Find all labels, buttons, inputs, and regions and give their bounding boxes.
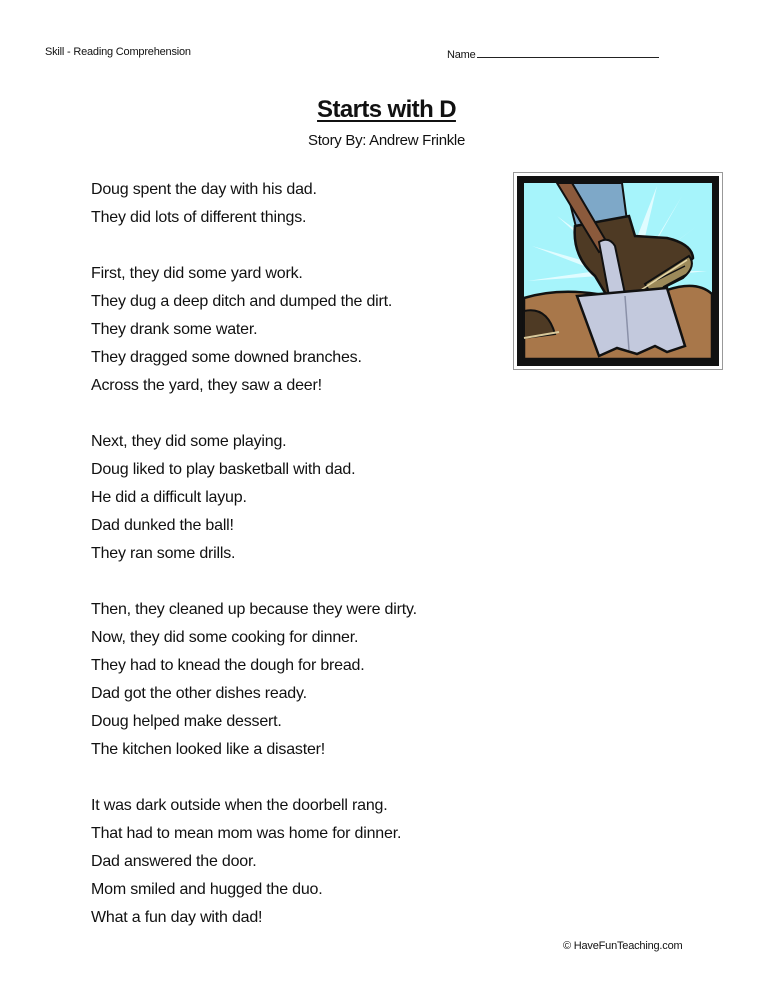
name-label: Name [447,49,476,61]
story-line: That had to mean mom was home for dinner. [91,825,402,842]
story-line: Doug helped make dessert. [91,713,282,730]
story-paragraph [91,596,511,764]
story-line: Next, they did some playing. [91,433,287,450]
story-line: They did lots of different things. [91,209,307,226]
boot-shovel-illustration-icon [517,176,719,366]
story-line: What a fun day with dad! [91,909,263,926]
story-line: Across the yard, they saw a deer! [91,377,322,394]
story-paragraph [91,176,511,232]
story-line: Mom smiled and hugged the duo. [91,881,323,898]
page-title-container [0,96,773,124]
story-line: It was dark outside when the doorbell rang. [91,797,388,814]
story-paragraph [91,792,511,932]
story-line: They ran some drills. [91,545,236,562]
page-title: Starts with D [317,96,456,123]
story-line: They dug a deep ditch and dumped the dirt. [91,293,393,310]
story-body [91,176,511,960]
story-line: Doug liked to play basketball with dad. [91,461,356,478]
story-line: First, they did some yard work. [91,265,303,282]
story-line: They had to knead the dough for bread. [91,657,365,674]
story-line: Now, they did some cooking for dinner. [91,629,359,646]
story-line: Dad dunked the ball! [91,517,234,534]
story-byline: Story By: Andrew Frinkle [307,132,466,149]
story-line: Then, they cleaned up because they were dirty. [91,601,417,618]
copyright-footer: © HaveFunTeaching.com [563,940,683,952]
story-paragraph [91,260,511,400]
story-line: He did a difficult layup. [91,489,247,506]
story-line: The kitchen looked like a disaster! [91,741,326,758]
story-line: They drank some water. [91,321,258,338]
story-line: Dad got the other dishes ready. [91,685,307,702]
name-field[interactable] [447,46,659,61]
story-paragraph [91,428,511,568]
story-line: They dragged some downed branches. [91,349,362,366]
story-line: Dad answered the door. [91,853,257,870]
skill-label: Skill - Reading Comprehension [45,46,191,58]
story-illustration [513,172,723,370]
name-blank-line[interactable] [477,46,659,58]
story-line: Doug spent the day with his dad. [91,181,317,198]
